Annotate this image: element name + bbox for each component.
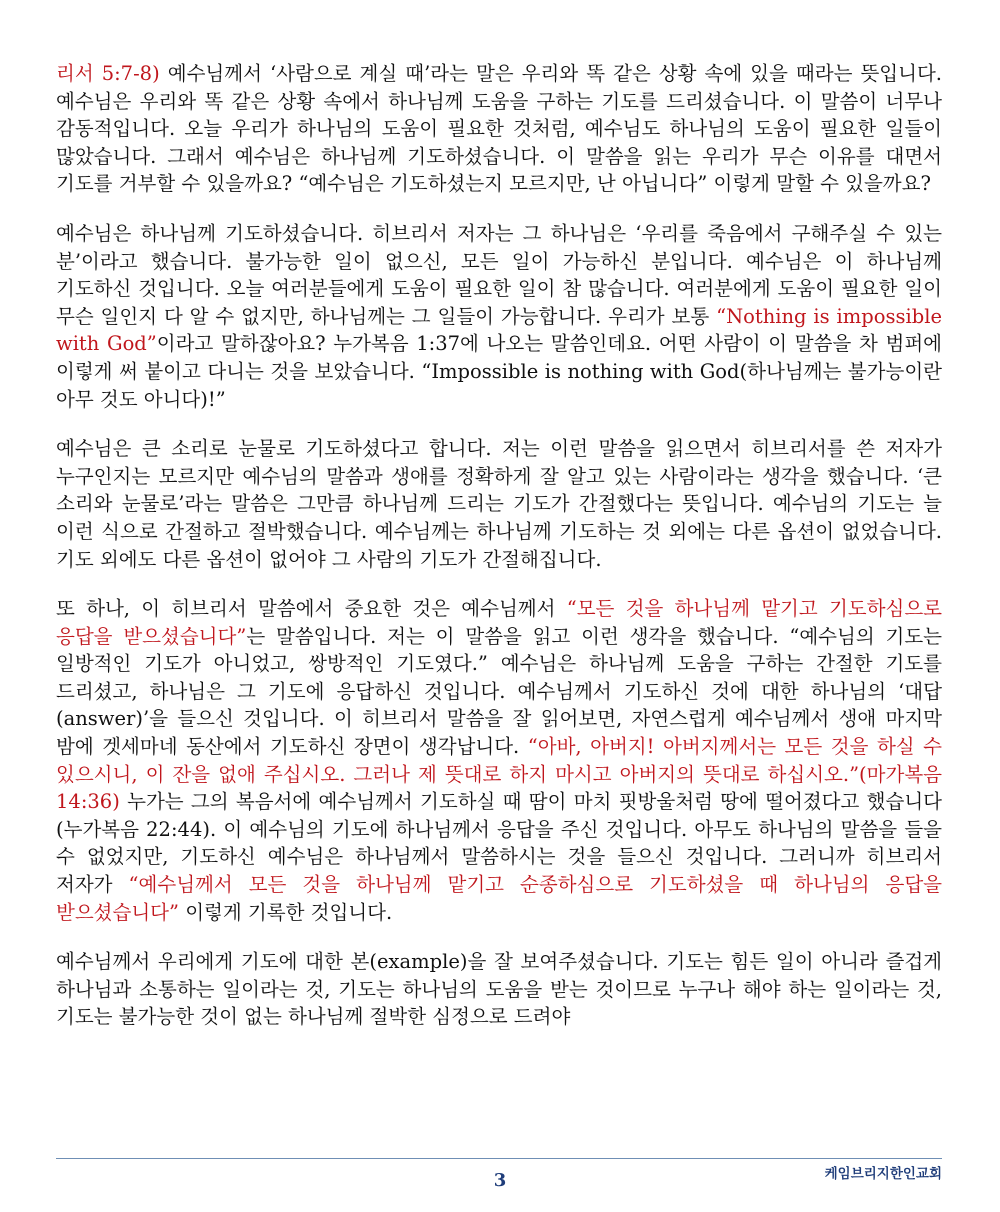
highlighted-quote: “모든 것을 하나님께 맡기고 기도하심으로 응답을 받으셨습니다”	[56, 597, 942, 648]
scripture-reference-text: 리서 5:7-8)	[56, 62, 168, 85]
paragraph-text: 누가는 그의 복음서에 예수님께서 기도하실 때 땀이 마치 핏방울처럼 땅에 떨어졌다고 했습니다(누가복음 22:44). 이 예수님의 기도에 하나님께서 응답을 주신 것입니다. 아무도 하나님의 말씀을 들을 수 없었지만, 기도하신 예수님은 하나님께서 말씀하시는 것을 들으신 것입니다. 그러니까 히브리서 저자가	[56, 790, 942, 897]
paragraph-text: 또 하나, 이 히브리서 말씀에서 중요한 것은 예수님께서	[56, 597, 567, 621]
paragraph-text: 예수님은 큰 소리로 눈물로 기도하셨다고 합니다. 저는 이런 말씀을 읽으면서 히브리서를 쓴 저자가 누구인지는 모르지만 예수님의 말씀과 생애를 정확하게 잘 알고 있는 사람이라는 생각을 했습니다. ‘큰 소리와 눈물로’라는 말씀은 그만큼 하나님께 드리는 기도가 간절했다는 뜻입니다. 예수님의 기도는 늘 이런 식으로 간절하고 절박했습니다. 예수님께는 하나님께 기도하는 것 외에는 다른 옵션이 없었습니다. 기도 외에도 다른 옵션이 없어야 그 사람의 기도가 간절해집니다.	[56, 437, 942, 571]
sermon-page-body	[56, 60, 942, 1053]
paragraph-3	[56, 435, 942, 573]
church-name: 케임브리지한인교회	[824, 1166, 942, 1182]
paragraph-2	[56, 220, 942, 413]
paragraph-text: 는 말씀입니다. 저는 이 말씀을 읽고 이런 생각을 했습니다. “예수님의 기도는 일방적인 기도가 아니었고, 쌍방적인 기도였다.” 예수님은 하나님께 도움을 구하는 간절한 기도를 드리셨고, 하나님은 그 기도에 응답하신 것입니다. 예수님께서 기도하신 것에 대한 하나님의 ‘대답(answer)’을 들으신 것입니다. 이 히브리서 말씀을 잘 읽어보면, 자연스럽게 예수님께서 생애 마지막 밤에 겟세마네 동산에서 기도하신 장면이 생각납니다.	[56, 624, 942, 759]
paragraph-text: 예수님께서 우리에게 기도에 대한 본(example)을 잘 보여주셨습니다. 기도는 힘든 일이 아니라 즐겁게 하나님과 소통하는 일이라는 것, 기도는 하나님의 도움을 받는 것이므로 누구나 해야 하는 일이라는 것, 기도는 불가능한 것이 없는 하나님께 절박한 심정으로 드려야	[56, 950, 942, 1029]
footer-divider	[56, 1158, 942, 1159]
paragraph-text: 이라고 말하잖아요? 누가복음 1:37에 나오는 말씀인데요. 어떤 사람이 이 말씀을 차 범퍼에 이렇게 써 붙이고 다니는 것을 보았습니다. “Impossible is nothing with God(하나님께는 불가능이란 아무 것도 아니다)!”	[56, 332, 942, 411]
page-number: 3	[493, 1170, 507, 1191]
paragraph-5	[56, 948, 942, 1031]
paragraph-4	[56, 595, 942, 926]
highlighted-quote: “예수님께서 모든 것을 하나님께 맡기고 순종하심으로 기도하셨을 때 하나님의 응답을 받으셨습니다”	[56, 873, 942, 924]
paragraph-text: 이렇게 기록한 것입니다.	[179, 900, 393, 924]
paragraph-text: 예수님께서 ‘사람으로 계실 때’라는 말은 우리와 똑 같은 상황 속에 있을 때라는 뜻입니다. 예수님은 우리와 똑 같은 상황 속에서 하나님께 도움을 구하는 기도를 드리셨습니다. 이 말씀이 너무나 감동적입니다. 오늘 우리가 하나님의 도움이 필요한 것처럼, 예수님도 하나님의 도움이 필요한 일들이 많았습니다. 그래서 예수님은 하나님께 기도하셨습니다. 이 말씀을 읽는 우리가 무슨 이유를 대면서 기도를 거부할 수 있을까요? “예수님은 기도하셨는지 모르지만, 난 아닙니다” 이렇게 말할 수 있을까요?	[56, 62, 942, 196]
paragraph-1	[56, 60, 942, 198]
highlighted-quote: “Nothing is impossible with God”	[56, 304, 943, 356]
paragraph-text: 예수님은 하나님께 기도하셨습니다. 히브리서 저자는 그 하나님은 ‘우리를 죽음에서 구해주실 수 있는 분’이라고 했습니다. 불가능한 일이 없으신, 모든 일이 가능하신 분입니다. 예수님은 이 하나님께 기도하신 것입니다. 오늘 여러분들에게 도움이 필요한 일이 참 많습니다. 여러분에게 도움이 필요한 일이 무슨 일인지 다 알 수 없지만, 하나님께는 그 일들이 가능합니다. 우리가 보통	[56, 221, 942, 328]
highlighted-quote: “아바, 아버지! 아버지께서는 모든 것을 하실 수 있으시니, 이 잔을 없애 주십시오. 그러나 제 뜻대로 하지 마시고 아버지의 뜻대로 하십시오.”(마가복음 14:36)	[56, 735, 942, 814]
